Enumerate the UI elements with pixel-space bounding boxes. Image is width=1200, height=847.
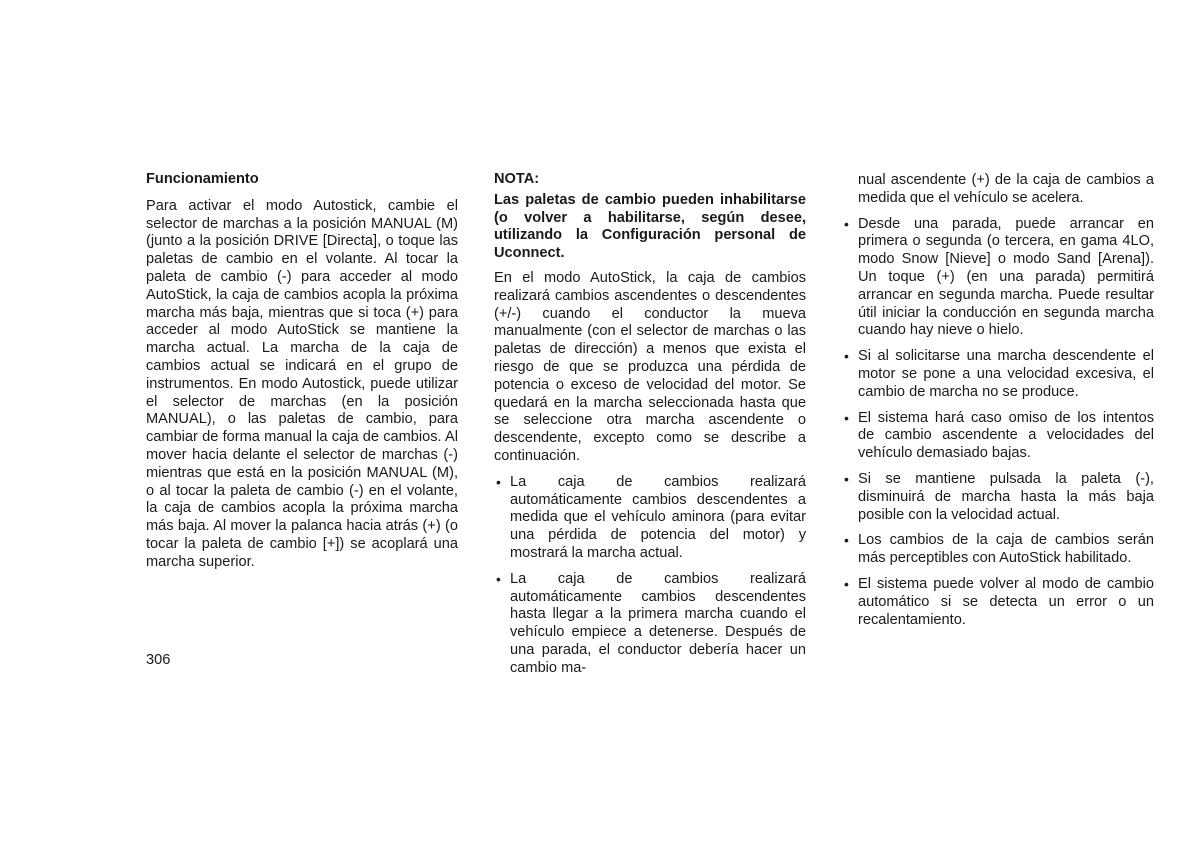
continued-list-item-text: nual ascendente (+) de la caja de cambios a medida que el vehículo se acelera. (858, 172, 1154, 206)
list-item (842, 216, 1154, 341)
list-item-text: Si se mantiene pulsada la paleta (-), disminuirá de marcha hasta la más baja posible con la velocidad actual. (858, 470, 1154, 523)
bullet-list (842, 216, 1154, 630)
body-paragraph: En el modo AutoStick, la caja de cambios realizará cambios ascendentes o descendentes (+/-) cuando el conductor la mueva manualmente (con el selector de marchas o las paletas de dirección) a menos que exista el riesgo de que se produzca una pérdida de potencia o exceso de velocidad del motor. Se quedará en la marcha seleccionada hasta que se seleccione otra marcha ascendente o descendente, excepto como se describe a continuación. (494, 269, 806, 464)
list-item-text: Desde una parada, puede arrancar en primera o segunda (o tercera, en gama 4LO, modo Snow [Nieve] o modo Sand [Arena]). Un toque (+) (en una parada) permitirá arrancar en segunda marcha. Puede resultar útil iniciar la conducción en segunda marcha cuando hay nieve o hielo. (858, 215, 1154, 339)
note-text: Las paletas de cambio pueden inhabilitarse (o volver a habilitarse, según desee, utilizando la Configuración personal de Uconnect. (494, 191, 806, 262)
bullet-icon: • (844, 215, 849, 232)
bullet-icon: • (844, 470, 849, 487)
body-paragraph: Para activar el modo Autostick, cambie el selector de marchas a la posición MANUAL (M) (junto a la posición DRIVE [Directa], o toque las paletas de cambio en el volante. Al tocar la paleta de cambio (-) para acceder al modo AutoStick, la caja de cambios acopla la próxima marcha más baja, mientras que si toca (+) para acceder al modo AutoStick se mantiene la marcha actual. La marcha de la caja de cambios actual se indicará en el grupo de instrumentos. En modo Autostick, puede utilizar el selector de marchas (en la posición MANUAL), o las paletas de cambio, para cambiar de forma manual la caja de cambios. Al mover hacia delante el selector de marchas (-) mientras que está en la posición MANUAL (M), o al tocar la paleta de cambio (-) en el volante, la caja de cambios acopla la próxima marcha más baja. Al mover la palanca hacia atrás (+) (o tocar la paleta de cambio [+]) se acoplará una marcha superior. (146, 197, 458, 570)
list-item-text: El sistema puede volver al modo de cambio automático si se detecta un error o un recalentamiento. (858, 575, 1154, 628)
list-item-text: La caja de cambios realizará automáticamente cambios descendentes a medida que el vehículo aminora (para evitar una pérdida de potencia del motor) y mostrará la marcha actual. (510, 473, 806, 561)
list-item (842, 532, 1154, 568)
list-item-text: Los cambios de la caja de cambios serán más perceptibles con AutoStick habilitado. (858, 532, 1154, 567)
list-item (494, 571, 806, 678)
bullet-icon: • (496, 570, 501, 587)
bullet-list (494, 474, 806, 678)
section-heading: Funcionamiento (146, 171, 259, 187)
page-number: 306 (146, 652, 171, 668)
list-item (842, 410, 1154, 463)
bullet-icon: • (844, 575, 849, 592)
list-item (842, 471, 1154, 524)
column-right (842, 172, 1154, 637)
column-middle (494, 171, 806, 686)
bullet-icon: • (844, 409, 849, 426)
list-item (842, 348, 1154, 401)
column-left (146, 171, 458, 580)
list-item (842, 576, 1154, 629)
list-item-text: El sistema hará caso omiso de los intentos de cambio ascendente a velocidades del vehículo demasiado bajas. (858, 409, 1154, 462)
bullet-icon: • (844, 532, 849, 549)
list-item-text: La caja de cambios realizará automáticamente cambios descendentes hasta llegar a la primera marcha cuando el vehículo empiece a detenerse. Después de una parada, el conductor debería hacer un cambio ma- (510, 570, 806, 676)
note-label: NOTA: (494, 171, 540, 187)
bullet-icon: • (496, 473, 501, 490)
bullet-icon: • (844, 348, 849, 365)
list-item (494, 474, 806, 563)
list-item-text: Si al solicitarse una marcha descendente el motor se pone a una velocidad excesiva, el cambio de marcha no se produce. (858, 348, 1154, 400)
